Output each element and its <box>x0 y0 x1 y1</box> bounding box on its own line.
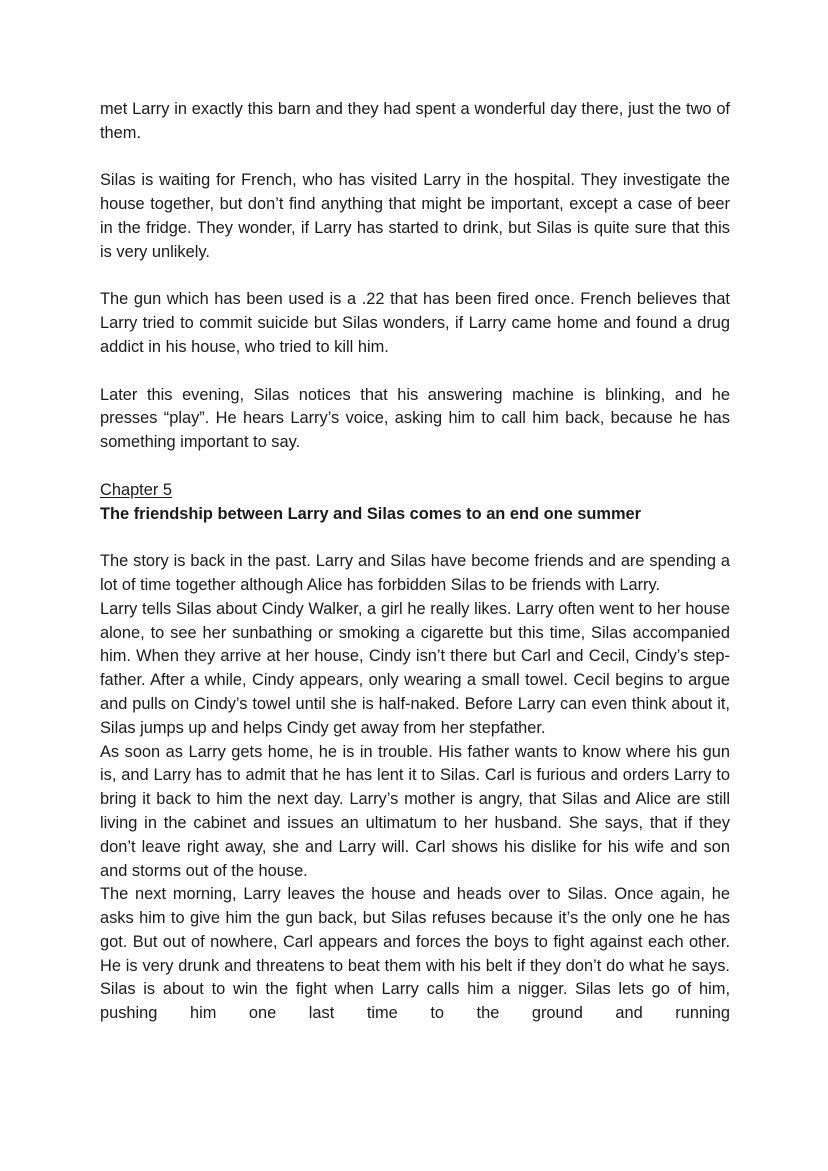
paragraph-house-investigation: Silas is waiting for French, who has visited Larry in the hospital. They investigate the house together, but don’t find anything that might be important, except a case of beer in the fridge. They wonder, if Larry has started to drink, but Silas is quite sure that this is very unlikely. <box>100 171 730 261</box>
chapter-label: Chapter 5 <box>100 480 172 499</box>
paragraph-gun-theory: The gun which has been used is a .22 that has been fired once. French believes that Larry tried to commit suicide but Silas wonders, if Larry came home and found a drug addict in his house, who tried to kill him. <box>100 290 730 356</box>
paragraph-fight: The next morning, Larry leaves the house and heads over to Silas. Once again, he asks him to give him the gun back, but Silas refuses because it’s the only one he has got. But out of nowhere, Carl appears and forces the boys to fight against each other. He is very drunk and threatens to beat them with his belt if they don’t do what he says. Silas is about to win the fight when Larry calls him a nigger. Silas lets go of him, pushing him one last time to the ground and running <box>100 885 730 1023</box>
document-page <box>100 98 730 1026</box>
paragraph-answering-machine: Later this evening, Silas notices that his answering machine is blinking, and he presses “play”. He hears Larry’s voice, asking him to call him back, because he has something important to say. <box>100 385 730 452</box>
chapter-body <box>100 550 730 1026</box>
chapter-title: The friendship between Larry and Silas comes to an end one summer <box>100 504 642 523</box>
paragraph-cindy-walker: Larry tells Silas about Cindy Walker, a girl he really likes. Larry often went to her house alone, to see her sunbathing or smoking a cigarette but this time, Silas accompanied him. When they arrive at her house, Cindy isn’t there but Carl and Cecil, Cindy’s step-father. After a while, Cindy appears, only wearing a small towel. Cecil begins to argue and pulls on Cindy’s towel until she is half-naked. Before Larry can even think about it, Silas jumps up and helps Cindy get away from her stepfather. <box>100 599 730 737</box>
paragraph-barn-memory: met Larry in exactly this barn and they had spent a wonderful day there, just the two of them. <box>100 100 730 142</box>
paragraph-gun-trouble: As soon as Larry gets home, he is in trouble. His father wants to know where his gun is, and Larry has to admit that he has lent it to Silas. Carl is furious and orders Larry to bring it back to him the next day. Larry’s mother is angry, that Silas and Alice are still living in the cabinet and issues an ultimatum to her husband. She says, that if they don’t leave right away, she and Larry will. Carl shows his dislike for his wife and son and storms out of the house. <box>100 742 730 880</box>
paragraph-past-friendship: The story is back in the past. Larry and Silas have become friends and are spending a lot of time together although Alice has forbidden Silas to be friends with Larry. <box>100 552 730 594</box>
